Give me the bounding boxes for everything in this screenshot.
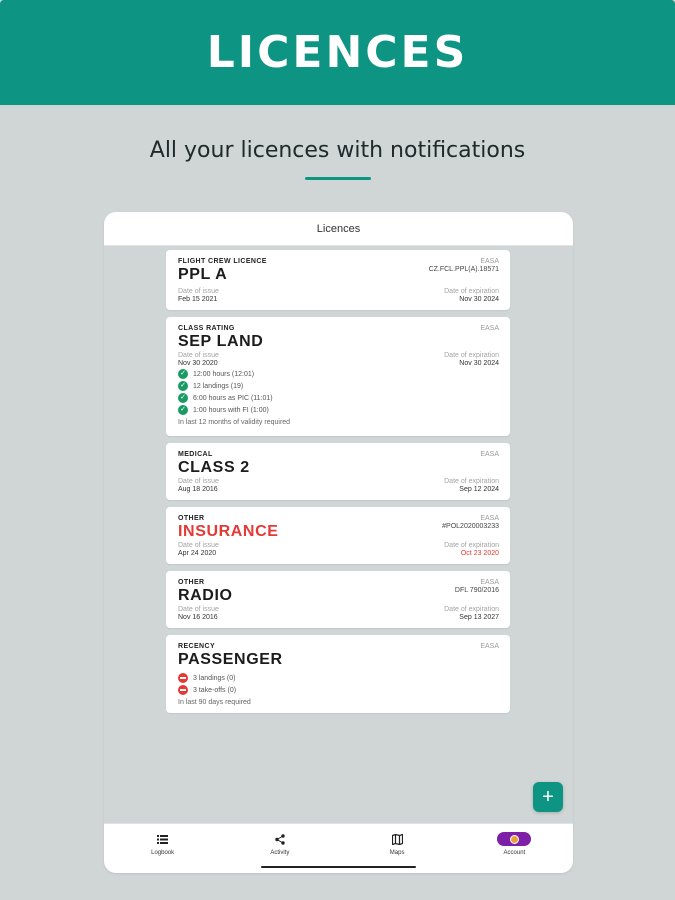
licence-card-class-2[interactable] bbox=[166, 443, 510, 500]
list-icon bbox=[157, 832, 168, 846]
licence-card-sep-land[interactable] bbox=[166, 317, 510, 436]
licence-name: PASSENGER bbox=[178, 651, 283, 668]
issue-date: Apr 24 2020 bbox=[178, 550, 217, 557]
nav-item-account[interactable] bbox=[456, 824, 573, 873]
requirement-note: In last 90 days required bbox=[178, 699, 251, 706]
nav-label: Activity bbox=[270, 850, 290, 856]
licence-category: OTHER bbox=[178, 515, 205, 522]
condition-item: ✓ 12 landings (19) bbox=[178, 381, 499, 391]
licence-category: RECENCY bbox=[178, 643, 216, 650]
issue-date: Nov 16 2016 bbox=[178, 614, 218, 621]
check-icon: ✓ bbox=[178, 369, 188, 379]
condition-item: 3 landings (0) bbox=[178, 673, 499, 683]
licence-category: OTHER bbox=[178, 579, 205, 586]
expiration-date-label: Date of expiration bbox=[444, 288, 499, 295]
expiration-date-label: Date of expiration bbox=[444, 606, 499, 613]
licence-card-insurance[interactable] bbox=[166, 507, 510, 564]
licence-authority: EASA bbox=[480, 515, 499, 522]
licence-name: RADIO bbox=[178, 587, 233, 604]
licence-name: INSURANCE bbox=[178, 523, 279, 540]
home-indicator bbox=[261, 866, 416, 868]
licence-category: MEDICAL bbox=[178, 451, 213, 458]
licence-name: SEP LAND bbox=[178, 333, 264, 350]
nav-label: Account bbox=[503, 850, 526, 856]
issue-date-label: Date of issue bbox=[178, 542, 219, 549]
issue-date-label: Date of issue bbox=[178, 352, 219, 359]
issue-date-label: Date of issue bbox=[178, 606, 219, 613]
check-icon: ✓ bbox=[178, 381, 188, 391]
licence-authority: EASA bbox=[480, 258, 499, 265]
licence-list bbox=[166, 250, 510, 720]
condition-item: ✓ 1:00 hours with FI (1:00) bbox=[178, 405, 499, 415]
banner-title: LICENCES bbox=[206, 27, 469, 78]
licence-authority: EASA bbox=[480, 451, 499, 458]
expiration-date-label: Date of expiration bbox=[444, 478, 499, 485]
map-icon bbox=[392, 832, 403, 846]
issue-date: Aug 18 2016 bbox=[178, 486, 218, 493]
licence-name: CLASS 2 bbox=[178, 459, 250, 476]
issue-date-label: Date of issue bbox=[178, 478, 219, 485]
expiration-date: Nov 30 2024 bbox=[459, 360, 499, 367]
warning-icon bbox=[178, 685, 188, 695]
issue-date: Feb 15 2021 bbox=[178, 296, 218, 303]
check-icon: ✓ bbox=[178, 405, 188, 415]
licence-name: PPL A bbox=[178, 266, 228, 283]
licence-number: DFL 790/2016 bbox=[454, 587, 499, 594]
licence-number: #POL2020003233 bbox=[442, 523, 499, 530]
licence-card-ppl-a[interactable] bbox=[166, 250, 510, 310]
expiration-date-label: Date of expiration bbox=[444, 352, 499, 359]
issue-date: Nov 30 2020 bbox=[178, 360, 218, 367]
nav-item-logbook[interactable] bbox=[104, 824, 221, 873]
expiration-date-expired: Oct 23 2020 bbox=[460, 550, 499, 557]
expiration-date-label: Date of expiration bbox=[444, 542, 499, 549]
account-selected-indicator bbox=[497, 832, 531, 846]
condition-item: ✓ 12:00 hours (12:01) bbox=[178, 369, 499, 379]
licence-number: CZ.FCL.PPL(A).18571 bbox=[428, 266, 499, 273]
app-screen bbox=[104, 212, 573, 873]
header-banner bbox=[0, 0, 675, 105]
expiration-date: Sep 13 2027 bbox=[459, 614, 499, 621]
condition-item: ✓ 6:00 hours as PIC (11:01) bbox=[178, 393, 499, 403]
share-icon bbox=[275, 832, 285, 846]
expiration-date: Nov 30 2024 bbox=[459, 296, 499, 303]
page-subtitle: All your licences with notifications bbox=[149, 138, 526, 163]
avatar-icon bbox=[510, 835, 519, 844]
subtitle-underline bbox=[305, 177, 371, 180]
licence-authority: EASA bbox=[480, 325, 499, 332]
add-licence-button[interactable]: + bbox=[533, 782, 563, 812]
licence-authority: EASA bbox=[480, 579, 499, 586]
issue-date-label: Date of issue bbox=[178, 288, 219, 295]
licence-authority: EASA bbox=[480, 643, 499, 650]
condition-item: 3 take-offs (0) bbox=[178, 685, 499, 695]
licence-category: FLIGHT CREW LICENCE bbox=[178, 258, 267, 265]
app-bar bbox=[104, 212, 573, 246]
requirement-note: In last 12 months of validity required bbox=[178, 419, 291, 426]
check-icon: ✓ bbox=[178, 393, 188, 403]
licence-category: CLASS RATING bbox=[178, 325, 235, 332]
app-bar-title: Licences bbox=[316, 222, 361, 235]
licence-card-radio[interactable] bbox=[166, 571, 510, 628]
expiration-date: Sep 12 2024 bbox=[459, 486, 499, 493]
licence-card-passenger[interactable] bbox=[166, 635, 510, 713]
warning-icon bbox=[178, 673, 188, 683]
nav-label: Logbook bbox=[151, 850, 175, 856]
nav-label: Maps bbox=[389, 850, 405, 856]
